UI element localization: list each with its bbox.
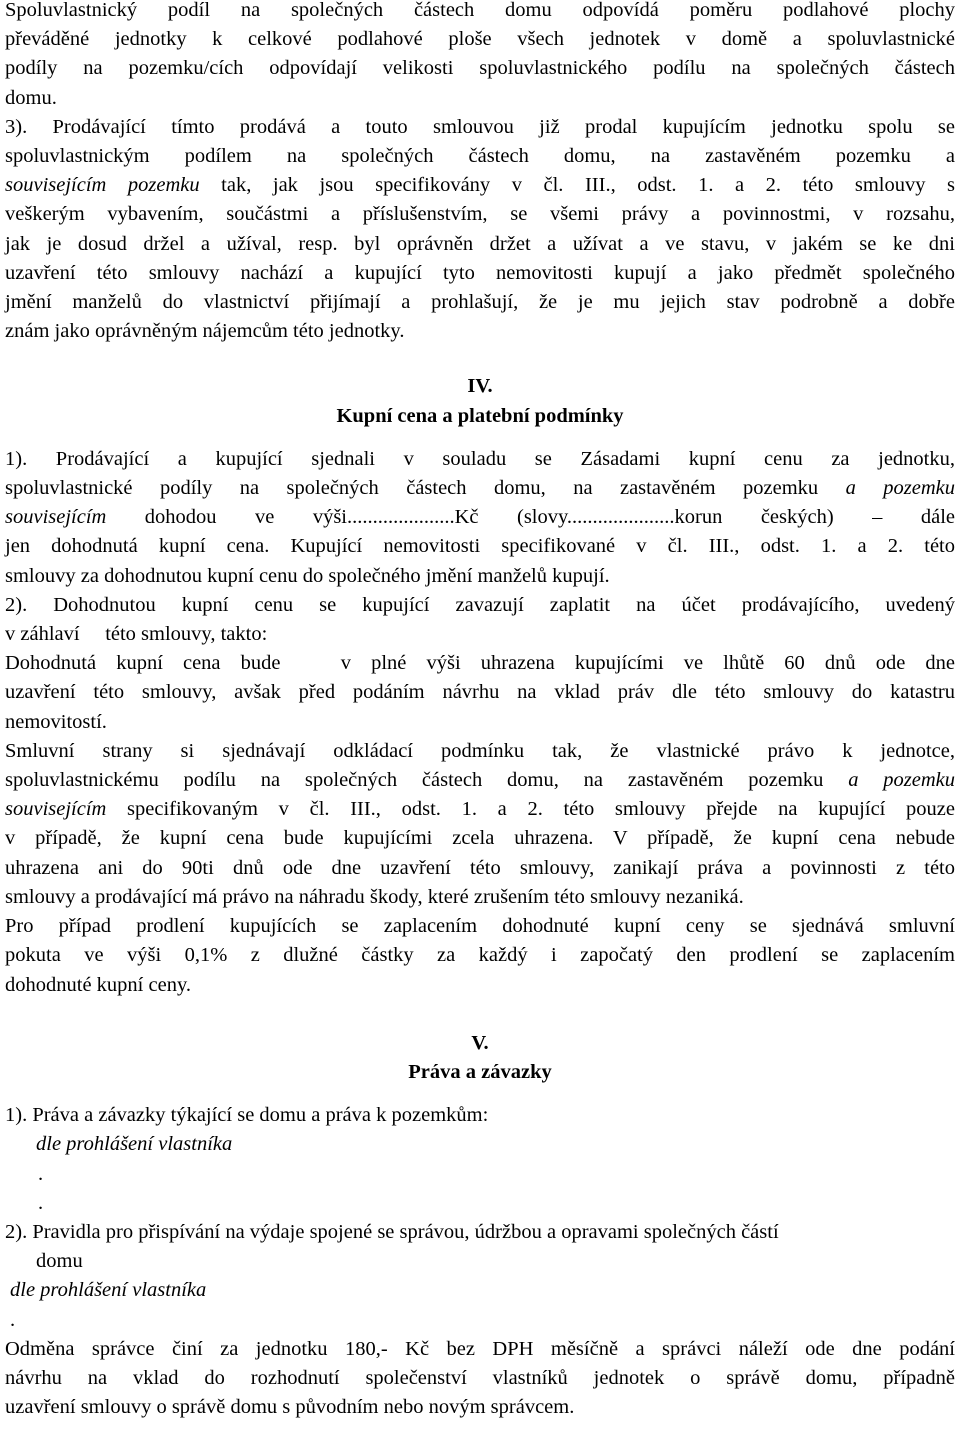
clause-3-paragraph [5, 113, 955, 347]
text-line: 3). Prodávající tímto prodává a touto smlouvou již prodal kupujícím jednotku spolu se [5, 115, 955, 138]
section-title: Práva a závazky [408, 1060, 552, 1083]
section-number: IV. [467, 375, 493, 398]
section-v [5, 1029, 955, 1423]
italic-term: souvisejícím [5, 798, 107, 821]
intro-paragraph [5, 0, 955, 113]
text-line: Dohodnutá kupní cena bude v plné výši uhrazena kupujícími ve lhůtě 60 dnů ode dne [5, 652, 955, 675]
italic-term: dle prohlášení vlastníka [36, 1133, 233, 1156]
section-iv-condition-paragraph [5, 737, 955, 912]
text-segment: specifikovaným v čl. III., odst. 1. a 2. této smlouvy přejde na kupující pouze [106, 798, 955, 821]
text-line: 1). Prodávající a kupující sjednali v souladu se Zásadami kupní cenu za jednotku, [5, 447, 955, 470]
document-page [5, 0, 955, 1422]
text-line [5, 766, 955, 795]
text-line: převáděné jednotky k celkové podlahové ploše všech jednotek v domě a spoluvlastnické [5, 28, 955, 51]
text-line: smlouvy a prodávající má právo na náhradu škody, které zrušením této smlouvy nezaniká. [5, 885, 744, 908]
text-line: uzavření smlouvy o správě domu s původním nebo novým správcem. [5, 1396, 575, 1419]
text-line: domu [36, 1250, 83, 1273]
section-title: Kupní cena a platební podmínky [336, 404, 624, 427]
text-line: uzavření této smlouvy, avšak před podáním návrhu na vklad práv dle této smlouvy do katastru [5, 681, 955, 704]
text-line: 2). Pravidla pro přispívání na výdaje spojené se správou, údržbou a opravami společných částí [5, 1220, 779, 1243]
text-line: Smluvní strany si sjednávají odkládací podmínku tak, že vlastnické právo k jednotce, [5, 739, 955, 762]
text-line: v případě, že kupní cena bude kupujícími zcela uhrazena. V případě, že kupní cena nebude [5, 827, 955, 850]
section-iv-clause-2 [5, 591, 955, 737]
text-line: nemovitostí. [5, 710, 107, 733]
text-line: podíly na pozemku/cích odpovídají velikosti spoluvlastnického podílu na společných částech [5, 57, 955, 80]
dot-line: . [10, 1308, 16, 1331]
italic-term: souvisejícím pozemku [5, 174, 200, 197]
text-line: uzavření této smlouvy nachází a kupující tyto nemovitosti kupují a jako předmět společného [5, 261, 955, 284]
text-line: jak je dosud držel a užíval, resp. byl oprávněn držet a užívat a ve stavu, v jakém se ke dni [5, 232, 955, 255]
section-v-clause-2 [5, 1218, 955, 1335]
text-line: domu. [5, 86, 57, 109]
italic-term: souvisejícím [5, 506, 107, 529]
italic-term: a pozemku [845, 477, 956, 500]
text-line: v záhlaví této smlouvy, takto: [5, 623, 268, 646]
section-v-clause-1 [5, 1101, 955, 1218]
text-line: pokuta ve výši 0,1% z dlužné částky za každý i započatý den prodlení se zaplacením [5, 944, 955, 967]
text-line: 2). Dohodnutou kupní cenu se kupující zavazují zaplatit na účet prodávajícího, uvedený [5, 593, 955, 616]
text-line [5, 795, 955, 824]
text-line: jmění manželů do vlastnictví přijímají a prohlašují, že je mu jejich stav podrobně a dobře [5, 291, 955, 314]
italic-term: dle prohlášení vlastníka [10, 1279, 207, 1302]
dot-line: . [38, 1191, 44, 1214]
text-segment: spoluvlastnickému podílu na společných částech domu, na zastavěném pozemku [5, 769, 849, 792]
text-line [5, 474, 955, 503]
section-v-fee-paragraph [5, 1335, 955, 1423]
text-line: dohodnuté kupní ceny. [5, 973, 191, 996]
text-segment: dohodou ve výši.....................Kč (slovy.....................korun českých) – dále [106, 506, 955, 529]
text-line [5, 171, 955, 200]
section-iv-clause-1 [5, 445, 955, 591]
section-iv [5, 372, 955, 999]
text-line [5, 503, 955, 532]
text-line: Pro případ prodlení kupujících se zaplacením dohodnuté kupní ceny se sjednává smluvní [5, 915, 955, 938]
text-line: spoluvlastnickým podílem na společných částech domu, na zastavěném pozemku a [5, 145, 955, 168]
text-line: 1). Práva a závazky týkající se domu a práva k pozemkům: [5, 1104, 489, 1127]
italic-term: a pozemku [848, 769, 956, 792]
text-segment: tak, jak jsou specifikovány v čl. III., odst. 1. a 2. této smlouvy s [199, 174, 956, 197]
section-number: V. [471, 1031, 489, 1054]
text-line: veškerým vybavením, součástmi a příslušenstvím, se všemi právy a povinnostmi, v rozsahu, [5, 203, 955, 226]
text-line: Spoluvlastnický podíl na společných částech domu odpovídá poměru podlahové plochy [5, 0, 955, 21]
text-line: znám jako oprávněným nájemcům této jednotky. [5, 320, 405, 343]
text-line: Odměna správce činí za jednotku 180,- Kč bez DPH měsíčně a správci náleží ode dne podání [5, 1337, 955, 1360]
text-line: návrhu na vklad do rozhodnutí společenství vlastníků jednotek o správě domu, případně [5, 1366, 955, 1389]
dot-line: . [38, 1162, 44, 1185]
text-line: jen dohodnutá kupní cena. Kupující nemovitosti specifikované v čl. III., odst. 1. a 2. této [5, 535, 955, 558]
section-iv-penalty-paragraph [5, 912, 955, 1000]
text-segment: spoluvlastnické podíly na společných částech domu, na zastavěném pozemku [5, 477, 846, 500]
text-line: uhrazena ani do 90ti dnů ode dne uzavření této smlouvy, zanikají práva a povinnosti z této [5, 856, 955, 879]
text-line: smlouvy za dohodnutou kupní cenu do společného jmění manželů kupují. [5, 564, 610, 587]
